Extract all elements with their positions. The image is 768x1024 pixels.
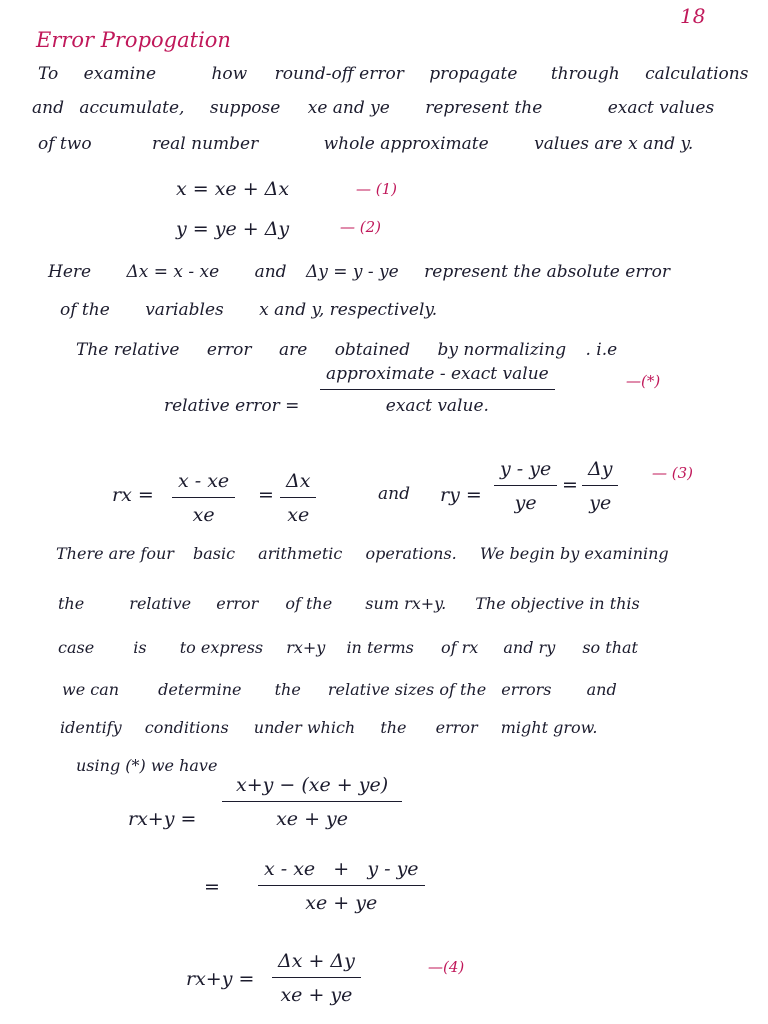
ry-fraction-2	[582, 458, 618, 514]
word: represent the	[425, 98, 543, 118]
word: and	[254, 262, 287, 282]
word: . i.e	[585, 340, 618, 360]
word: errors	[501, 680, 552, 699]
para-line-6: using (*) we have	[76, 756, 218, 775]
fraction-denominator: ye	[514, 492, 537, 514]
word: error	[216, 594, 259, 613]
word: arithmetic	[258, 544, 343, 563]
word: There are four	[56, 544, 174, 563]
word: through	[550, 64, 620, 84]
para-line-4	[62, 680, 617, 699]
page-title: Error Propogation	[36, 28, 231, 52]
para-line-5	[60, 718, 598, 737]
equation-1: x = xe + Δx	[176, 178, 290, 200]
rx-fraction-1	[172, 470, 235, 526]
fraction-denominator: ye	[589, 492, 612, 514]
word: suppose	[209, 98, 281, 118]
derivation-step-2	[258, 858, 425, 914]
equation-1-tag: — (1)	[356, 180, 398, 198]
ry-label: ry =	[440, 484, 482, 506]
word: propagate	[429, 64, 518, 84]
and-word: and	[378, 484, 410, 504]
relative-error-fraction	[320, 364, 555, 416]
fraction-numerator: x+y − (xe + ye)	[236, 774, 389, 796]
fraction-numerator: y - ye	[500, 458, 552, 480]
word: of two	[38, 134, 92, 154]
word: examine	[83, 64, 157, 84]
intro-line-3	[38, 134, 693, 154]
word: to express	[179, 638, 264, 657]
page-number: 18	[680, 4, 706, 28]
word: To	[38, 64, 59, 84]
equals-sign: =	[204, 876, 220, 898]
ry-fraction-1	[494, 458, 557, 514]
word: determine	[158, 680, 242, 699]
word: rx+y	[286, 638, 326, 657]
fraction-bar	[320, 389, 555, 390]
word: we can	[62, 680, 120, 699]
intro-line-2	[32, 98, 714, 118]
word: the	[380, 718, 407, 737]
word: accumulate,	[79, 98, 185, 118]
fraction-denominator: xe	[287, 504, 310, 526]
word: represent the absolute error	[424, 262, 670, 282]
equation-4-tag: —(4)	[428, 958, 465, 976]
word: exact values	[607, 98, 715, 118]
here-line-2	[60, 300, 437, 320]
fraction-numerator: x - xe	[178, 470, 230, 492]
relative-error-denominator: exact value.	[385, 396, 489, 416]
word: variables	[145, 300, 224, 320]
word: values are x and y.	[534, 134, 694, 154]
word: so that	[582, 638, 638, 657]
word: of the	[285, 594, 333, 613]
word: how	[211, 64, 248, 84]
fraction-numerator: Δy	[588, 458, 613, 480]
word: and ry	[503, 638, 556, 657]
rxy-label: rx+y =	[128, 808, 197, 830]
equals-sign: =	[258, 484, 274, 506]
word: Here	[48, 262, 92, 282]
word: sum rx+y.	[365, 594, 447, 613]
para-line-2	[58, 594, 640, 613]
word: might grow.	[500, 718, 598, 737]
here-line-1	[48, 262, 670, 282]
word: x and y, respectively.	[259, 300, 438, 320]
word: relative sizes of the	[327, 680, 487, 699]
equation-2: y = ye + Δy	[176, 218, 290, 240]
word: in terms	[346, 638, 414, 657]
word: obtained	[334, 340, 411, 360]
para-line-3	[58, 638, 638, 657]
word: calculations	[645, 64, 749, 84]
word: of rx	[440, 638, 479, 657]
fraction-denominator: xe + ye	[276, 808, 349, 830]
word: and	[32, 98, 64, 118]
relative-error-numerator: approximate - exact value	[326, 364, 549, 384]
word: error	[435, 718, 478, 737]
fraction-bar	[272, 977, 361, 978]
word: operations.	[365, 544, 457, 563]
word: whole approximate	[323, 134, 489, 154]
word: the	[58, 594, 85, 613]
equation-2-tag: — (2)	[340, 218, 382, 236]
fraction-bar	[258, 885, 425, 886]
word: are	[278, 340, 308, 360]
word: the	[274, 680, 301, 699]
fraction-numerator: x - xe + y - ye	[264, 858, 419, 880]
word: identify	[60, 718, 122, 737]
word: We begin by examining	[479, 544, 669, 563]
fraction-numerator: Δx + Δy	[278, 950, 355, 972]
para-line-1	[56, 544, 669, 563]
word: of the	[60, 300, 110, 320]
rx-label: rx =	[112, 484, 154, 506]
fraction-bar	[172, 497, 235, 498]
word: error	[206, 340, 252, 360]
word: round-off error	[274, 64, 404, 84]
fraction-denominator: xe + ye	[280, 984, 353, 1006]
relative-error-label: relative error =	[164, 396, 300, 416]
word: by normalizing	[437, 340, 567, 360]
equals-sign: =	[562, 474, 578, 496]
relative-error-tag: —(*)	[626, 372, 661, 390]
here-line-3	[76, 340, 617, 360]
word: basic	[193, 544, 236, 563]
word: real number	[151, 134, 259, 154]
derivation-step-1	[222, 774, 402, 830]
equation-3-tag: — (3)	[652, 464, 694, 482]
fraction-bar	[582, 485, 618, 486]
word: xe and ye	[307, 98, 390, 118]
word: case	[58, 638, 95, 657]
intro-line-1	[38, 64, 748, 84]
word: is	[133, 638, 147, 657]
rxy-label: rx+y =	[186, 968, 255, 990]
fraction-bar	[222, 801, 402, 802]
word: The relative	[76, 340, 180, 360]
derivation-step-3	[272, 950, 361, 1006]
word: and	[586, 680, 617, 699]
word: conditions	[144, 718, 229, 737]
word: The objective in this	[475, 594, 640, 613]
fraction-denominator: xe + ye	[305, 892, 378, 914]
fraction-denominator: xe	[192, 504, 215, 526]
math-inline: Δx = x - xe	[126, 262, 220, 282]
word: under which	[253, 718, 356, 737]
fraction-numerator: Δx	[286, 470, 311, 492]
fraction-bar	[494, 485, 557, 486]
rx-fraction-2	[280, 470, 316, 526]
word: relative	[129, 594, 192, 613]
fraction-bar	[280, 497, 316, 498]
math-inline: Δy = y - ye	[305, 262, 399, 282]
